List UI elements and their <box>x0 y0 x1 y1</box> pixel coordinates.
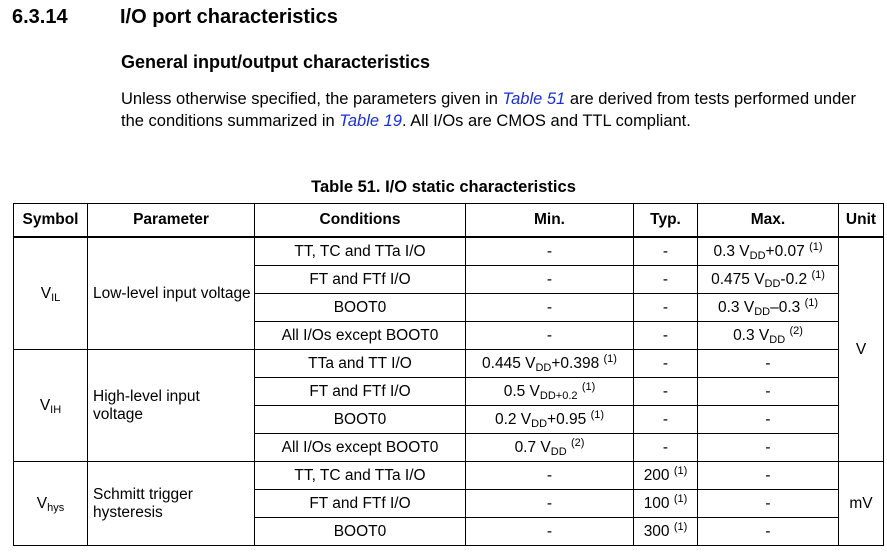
symbol-subscript: IL <box>51 291 61 304</box>
max-cell <box>698 294 839 322</box>
header-min: Min. <box>466 204 634 238</box>
value-part: –0.3 <box>770 298 805 316</box>
value-part: 100 <box>643 494 674 512</box>
table-caption: Table 51. I/O static characteristics <box>311 178 576 196</box>
value-subscript: DD <box>535 361 552 374</box>
symbol-cell <box>14 237 88 350</box>
value-subscript: DD <box>764 277 781 290</box>
footnote-ref: (2) <box>789 324 803 337</box>
footnote-ref: (1) <box>673 464 688 477</box>
value-part: +0.398 <box>551 354 604 372</box>
conditions-cell: TT, TC and TTa I/O <box>255 237 466 266</box>
value-part: 0.7 V <box>514 438 551 456</box>
typ-cell <box>634 518 698 546</box>
value-subscript: DD <box>769 333 786 346</box>
value <box>733 324 803 346</box>
typ-cell: - <box>634 406 698 434</box>
value <box>711 268 825 290</box>
min-cell <box>466 434 634 462</box>
conditions-cell: All I/Os except BOOT0 <box>255 434 466 462</box>
symbol-subscript: IH <box>50 403 62 416</box>
min-cell <box>466 406 634 434</box>
min-cell <box>466 350 634 378</box>
conditions-cell: FT and FTf I/O <box>255 378 466 406</box>
table-row <box>14 237 884 266</box>
max-cell <box>698 237 839 266</box>
typ-cell: - <box>634 266 698 294</box>
max-cell <box>698 266 839 294</box>
symbol-main: V <box>36 494 48 512</box>
table-row <box>14 462 884 490</box>
value-part: 200 <box>643 466 674 484</box>
symbol-main: V <box>39 396 51 414</box>
min-cell: - <box>466 518 634 546</box>
footnote-ref: (1) <box>590 408 605 421</box>
header-parameter: Parameter <box>88 204 255 238</box>
conditions-cell: FT and FTf I/O <box>255 266 466 294</box>
typ-cell: - <box>634 350 698 378</box>
table-body <box>14 237 884 546</box>
value-part: +0.07 <box>765 242 810 260</box>
value-part: 0.5 V <box>503 382 540 400</box>
value-subscript: DD+0.2 <box>539 389 578 402</box>
value <box>643 520 688 541</box>
table-header-row <box>14 204 884 238</box>
footnote-ref: (1) <box>811 268 825 281</box>
value-part: 0.2 V <box>494 410 532 428</box>
table-19-link[interactable]: Table 19 <box>339 112 402 130</box>
symbol-main: V <box>40 284 52 302</box>
value-subscript: DD <box>531 417 548 430</box>
symbol-cell <box>14 350 88 462</box>
unit-cell: V <box>839 237 884 462</box>
value-subscript: DD <box>749 249 766 262</box>
conditions-cell: BOOT0 <box>255 406 466 434</box>
max-cell: - <box>698 434 839 462</box>
value <box>643 492 688 513</box>
table-51-link[interactable]: Table 51 <box>502 90 566 108</box>
value-part: 0.3 V <box>717 298 755 316</box>
value <box>503 380 596 402</box>
typ-cell: - <box>634 237 698 266</box>
footnote-ref: (1) <box>603 352 617 365</box>
typ-cell: - <box>634 294 698 322</box>
unit-cell: mV <box>839 462 884 546</box>
section-heading <box>12 6 338 29</box>
value <box>713 240 823 262</box>
value-part: 0.3 V <box>733 326 770 344</box>
value-part: -0.2 <box>780 270 812 288</box>
table-row <box>14 350 884 378</box>
value <box>494 408 605 430</box>
io-static-characteristics-table <box>13 203 884 546</box>
header-typ: Typ. <box>634 204 698 238</box>
conditions-cell: BOOT0 <box>255 518 466 546</box>
value-part: +0.95 <box>547 410 591 428</box>
conditions-cell: TT, TC and TTa I/O <box>255 462 466 490</box>
conditions-cell: TTa and TT I/O <box>255 350 466 378</box>
footnote-ref: (1) <box>673 520 688 533</box>
min-cell: - <box>466 490 634 518</box>
footnote-ref: (1) <box>673 492 688 505</box>
min-cell <box>466 378 634 406</box>
footnote-ref: (1) <box>809 240 823 253</box>
typ-cell <box>634 490 698 518</box>
intro-paragraph <box>121 88 861 132</box>
conditions-cell: All I/Os except BOOT0 <box>255 322 466 350</box>
paragraph-text: . All I/Os are CMOS and TTL compliant. <box>401 112 691 130</box>
footnote-ref: (2) <box>570 436 585 449</box>
typ-cell: - <box>634 378 698 406</box>
min-cell: - <box>466 237 634 266</box>
value-subscript: DD <box>550 445 567 458</box>
min-cell: - <box>466 294 634 322</box>
value-part: 0.475 V <box>711 270 765 288</box>
max-cell: - <box>698 378 839 406</box>
value-part: 300 <box>643 522 674 540</box>
section-number: 6.3.14 <box>12 6 68 28</box>
max-cell <box>698 322 839 350</box>
conditions-cell: BOOT0 <box>255 294 466 322</box>
min-cell: - <box>466 462 634 490</box>
typ-cell: - <box>634 322 698 350</box>
footnote-ref: (1) <box>804 296 819 309</box>
value <box>643 464 688 485</box>
parameter-cell: Low-level input voltage <box>88 237 255 350</box>
value <box>717 296 819 318</box>
max-cell: - <box>698 490 839 518</box>
min-cell: - <box>466 322 634 350</box>
max-cell: - <box>698 406 839 434</box>
parameter-cell: High-level input voltage <box>88 350 255 462</box>
typ-cell: - <box>634 434 698 462</box>
paragraph-text: are derived from tests performed under the conditions summarized in <box>121 90 856 130</box>
symbol-subscript: hys <box>47 501 65 514</box>
conditions-cell: FT and FTf I/O <box>255 490 466 518</box>
paragraph-text: Unless otherwise specified, the parameters given in <box>121 90 503 108</box>
max-cell: - <box>698 350 839 378</box>
max-cell: - <box>698 518 839 546</box>
header-max: Max. <box>698 204 839 238</box>
min-cell: - <box>466 266 634 294</box>
footnote-ref: (1) <box>581 380 596 393</box>
header-symbol: Symbol <box>14 204 88 238</box>
symbol-cell <box>14 462 88 546</box>
header-conditions: Conditions <box>255 204 466 238</box>
value-subscript: DD <box>754 305 771 318</box>
subsection-title: General input/output characteristics <box>121 52 431 72</box>
parameter-cell: Schmitt trigger hysteresis <box>88 462 255 546</box>
value-part: 0.445 V <box>482 354 536 372</box>
max-cell: - <box>698 462 839 490</box>
section-title: I/O port characteristics <box>120 6 338 28</box>
value <box>482 352 617 374</box>
typ-cell <box>634 462 698 490</box>
value <box>514 436 585 458</box>
value-part: 0.3 V <box>713 242 750 260</box>
header-unit: Unit <box>839 204 884 238</box>
